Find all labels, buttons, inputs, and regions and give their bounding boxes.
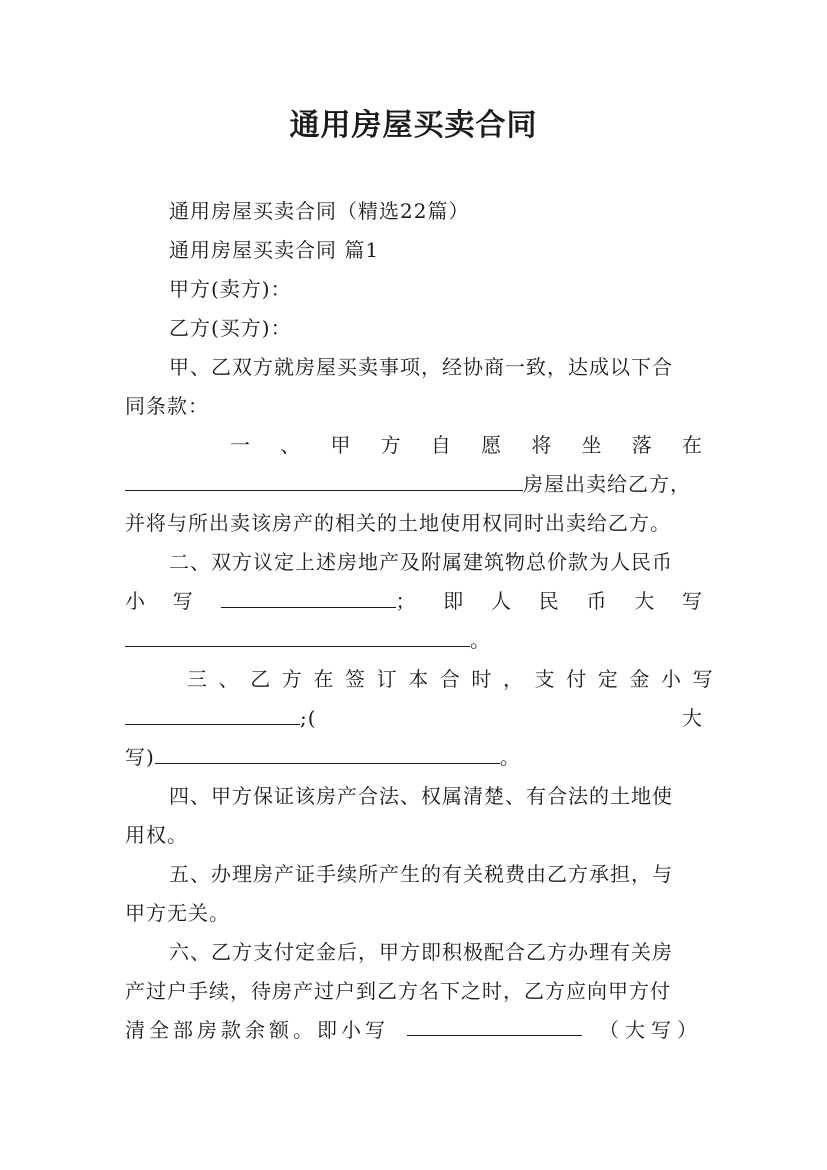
balance-small-blank — [407, 1017, 582, 1036]
clause-2-line-3: 。 — [125, 627, 703, 653]
party-b-line: 乙方(买方)： — [169, 316, 292, 340]
clause-2-char: 币 — [586, 589, 608, 613]
clause-2-char: 即 — [443, 589, 465, 613]
clause-6-line-3-text: 清全部房款余额。即小写 — [125, 1018, 389, 1042]
clause-1-char: 落 — [631, 433, 653, 457]
clause-4-line-2: 用权。 — [125, 823, 188, 847]
clause-1-char: 方 — [380, 433, 402, 457]
deposit-small-blank — [125, 706, 300, 725]
clause-2-line-1: 二、双方议定上述房地产及附属建筑物总价款为人民币 — [169, 550, 673, 574]
clause-3-line-1: 三、乙方在签订本合时，支付定金小写 — [187, 667, 725, 691]
deposit-small-group: ;( — [125, 705, 317, 731]
clause-1-char: 甲 — [330, 433, 352, 457]
price-big-blank — [125, 628, 470, 647]
party-a-line: 甲方(卖方)： — [169, 277, 292, 301]
clause-1-char: 一 — [230, 433, 251, 457]
section-heading: 通用房屋买卖合同 篇1 — [169, 238, 380, 262]
price-small-group: ； — [221, 588, 417, 614]
clause-5-line-2: 甲方无关。 — [125, 901, 230, 925]
price-small-blank — [221, 589, 396, 608]
deposit-big-blank — [155, 745, 500, 764]
clause-2-char: 写 — [172, 589, 194, 613]
clause-5-line-1: 五、办理房产证手续所产生的有关税费由乙方承担，与 — [169, 862, 673, 886]
clause-1-char: 愿 — [481, 433, 503, 457]
document-title: 通用房屋买卖合同 — [289, 108, 538, 143]
address-blank — [125, 472, 523, 491]
clause-1-char: 将 — [531, 433, 553, 457]
clause-6-big: （大写） — [599, 1018, 703, 1042]
clause-6-line-3 — [125, 1017, 703, 1043]
clause-2-char: 民 — [538, 589, 560, 613]
clause-1-char: 坐 — [581, 433, 603, 457]
clause-1-char: 、 — [280, 433, 302, 457]
clause-3-line-2 — [125, 705, 703, 731]
clause-6-line-2: 产过户手续，待房产过户到乙方名下之时，乙方应向甲方付 — [125, 979, 671, 1003]
clause-1-char: 在 — [681, 433, 703, 457]
intro-line-1: 甲、乙双方就房屋买卖事项，经协商一致，达成以下合 — [169, 355, 673, 379]
clause-1-tail: 房屋出卖给乙方， — [523, 472, 691, 496]
clause-3-line-3: 写) 。 — [125, 745, 521, 769]
clause-2-char: 大 — [634, 589, 656, 613]
clause-2-char: 人 — [491, 589, 512, 613]
clause-2-line-2 — [125, 588, 703, 614]
clause-1-line-3: 并将与所出卖该房产的相关的土地使用权同时出卖给乙方。 — [125, 511, 671, 535]
clause-4-line-1: 四、甲方保证该房产合法、权属清楚、有合法的土地使 — [169, 784, 673, 808]
clause-3-big-char: 大 — [682, 706, 703, 730]
clause-1-char: 自 — [430, 433, 452, 457]
clause-6-line-1: 六、乙方支付定金后，甲方即积极配合乙方办理有关房 — [169, 940, 673, 964]
clause-1-line-2 — [125, 471, 703, 497]
intro-line-2: 同条款： — [125, 394, 209, 418]
document-subtitle: 通用房屋买卖合同（精选22篇） — [169, 199, 470, 223]
clause-2-char: 写 — [682, 589, 703, 613]
clause-1-line-1 — [125, 432, 703, 458]
clause-2-char: 小 — [125, 589, 146, 613]
